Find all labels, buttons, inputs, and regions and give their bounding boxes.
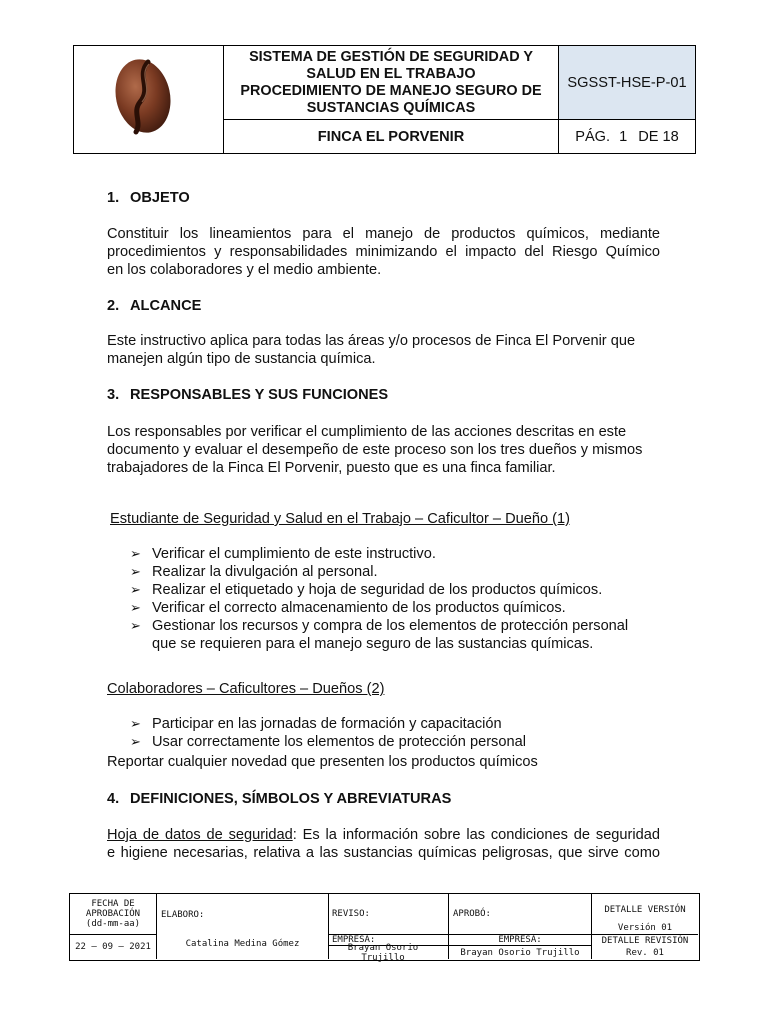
arrow-bullet-icon: ➢ — [130, 600, 141, 615]
title-line: SISTEMA DE GESTIÓN DE SEGURIDAD Y — [249, 49, 533, 65]
arrow-bullet-icon: ➢ — [130, 716, 141, 731]
revision-label: DETALLE REVISIÓN — [601, 935, 689, 946]
page-label: PÁG. — [575, 128, 611, 145]
reviso-company: EMPRESA: — [329, 935, 449, 946]
arrow-bullet-icon: ➢ — [130, 564, 141, 579]
list-item: ➢ Gestionar los recursos y compra de los elementos de protección personal — [130, 618, 629, 634]
title-line: PROCEDIMIENTO DE MANEJO SEGURO DE — [240, 83, 542, 99]
defined-term: Hoja de datos de seguridad — [107, 827, 293, 843]
list-item: ➢ Realizar la divulgación al personal. — [130, 564, 378, 580]
arrow-bullet-icon: ➢ — [130, 734, 141, 749]
date-label-cell: FECHA DE APROBACIÓN (dd-mm-aa) — [70, 894, 157, 935]
revision-value: Rev. 01 — [626, 947, 664, 958]
list-item-continuation: que se requieren para el manejo seguro de las sustancias químicas. — [152, 636, 594, 652]
arrow-bullet-icon: ➢ — [130, 546, 141, 561]
page-indicator — [559, 120, 695, 153]
section-paragraph: Este instructivo aplica para todas las áreas y/o procesos de Finca El Porvenir que manejen algún tipo de sustancia química. — [107, 333, 636, 367]
company-name: FINCA EL PORVENIR — [224, 120, 559, 153]
page-total: DE 18 — [638, 128, 679, 145]
role1-list — [130, 545, 628, 653]
section-paragraph: Hoja de datos de seguridad: Es la información sobre las condiciones de seguridad e higiene necesarias, relativa a las sustancias químicas peligrosas, que sirve como — [107, 827, 660, 861]
role-heading: Colaboradores – Caficultores – Dueños (2) — [107, 681, 385, 697]
section-heading: 2. ALCANCE — [107, 298, 202, 314]
approval-footer-table — [69, 893, 700, 961]
reviso-label: REVISO: — [329, 894, 449, 935]
role2-list — [130, 715, 526, 751]
coffee-bean-logo-icon — [108, 56, 178, 136]
role-heading: Estudiante de Seguridad y Salud en el Trabajo – Caficultor – Dueño (1) — [110, 511, 570, 527]
list-item: ➢ Participar en las jornadas de formación y capacitación — [130, 716, 502, 732]
logo-cell — [74, 46, 224, 153]
title-line: SUSTANCIAS QUÍMICAS — [306, 100, 476, 116]
section-paragraph: Constituir los lineamientos para el manejo de productos químicos, mediante procedimientos y responsabilidades minimizando el impacto del Riesgo Químico en los colaboradores y el medio ambiente. — [107, 226, 660, 278]
aprobo-company: EMPRESA: — [449, 935, 592, 946]
elaboro-label: ELABORO: — [157, 894, 329, 935]
role2-note: Reportar cualquier novedad que presenten los productos químicos — [107, 754, 538, 770]
section-paragraph: Los responsables por verificar el cumplimiento de las acciones descritas en este documento y evaluar el desempeño de este proceso son los tres dueños y mismos trabajadores de la Finca El Porvenir, puesto que es una finca familiar. — [107, 424, 643, 476]
document-code: SGSST-HSE-P-01 — [559, 46, 695, 120]
list-item: ➢ Usar correctamente los elementos de protección personal — [130, 734, 526, 750]
list-item: ➢ Verificar el cumplimiento de este instructivo. — [130, 546, 436, 562]
elaboro-value: Catalina Medina Gómez — [157, 928, 329, 959]
title-line: SALUD EN EL TRABAJO — [306, 66, 476, 82]
aprobo-value: Brayan Osorio Trujillo — [449, 946, 592, 959]
version-label: DETALLE VERSIÓN — [604, 905, 686, 915]
page-number: 1 — [619, 128, 628, 145]
list-item: ➢ Verificar el correcto almacenamiento de los productos químicos. — [130, 600, 566, 616]
aprobo-label: APROBÓ: — [449, 894, 592, 935]
arrow-bullet-icon: ➢ — [130, 618, 141, 633]
section-heading: 4. DEFINICIONES, SÍMBOLOS Y ABREVIATURAS — [107, 791, 452, 807]
document-header — [73, 45, 696, 154]
section-heading: 3. RESPONSABLES Y SUS FUNCIONES — [107, 387, 389, 403]
list-item: ➢ Realizar el etiquetado y hoja de seguridad de los productos químicos. — [130, 582, 603, 598]
document-title — [224, 46, 559, 120]
section-heading: 1. OBJETO — [107, 190, 190, 206]
approval-date: 22 – 09 – 2021 — [70, 935, 157, 959]
arrow-bullet-icon: ➢ — [130, 582, 141, 597]
version-value: Versión 01 — [592, 922, 698, 935]
reviso-value: Brayan Osorio Trujillo — [329, 946, 449, 959]
